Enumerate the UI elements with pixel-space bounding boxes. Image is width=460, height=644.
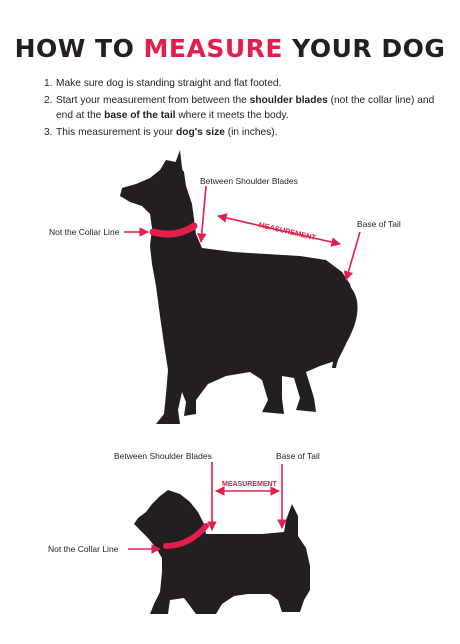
step-2-bold-tail: base of the tail bbox=[104, 110, 176, 121]
terrier-silhouette bbox=[134, 490, 310, 614]
collar-label-1: Not the Collar Line bbox=[49, 227, 120, 237]
step-3-segment: This measurement is your bbox=[56, 127, 177, 138]
step-3-number: 3. bbox=[44, 127, 53, 138]
tail-label-2: Base of Tail bbox=[276, 451, 320, 461]
tail-label-1: Base of Tail bbox=[357, 219, 401, 229]
tail-arrow-1 bbox=[346, 232, 360, 280]
step-2-segment: (not the collar line) and end at the bbox=[56, 95, 435, 121]
shoulder-label-2: Between Shoulder Blades bbox=[114, 451, 212, 461]
step-2-segment: Start your measurement from between the bbox=[56, 95, 250, 106]
title-accent: MEASURE bbox=[143, 34, 283, 63]
step-2-bold-shoulder: shoulder blades bbox=[249, 95, 328, 106]
step-3-segment: (in inches). bbox=[224, 127, 278, 138]
measurement-label-1: MEASUREMENT bbox=[257, 220, 317, 243]
shoulder-arrow-1 bbox=[201, 186, 206, 242]
step-1-number: 1. bbox=[44, 78, 53, 89]
measurement-label-2: MEASUREMENT bbox=[222, 481, 277, 488]
step-2-segment: where it meets the body. bbox=[175, 110, 289, 121]
step-1-segment: Make sure dog is standing straight and flat footed. bbox=[56, 78, 282, 89]
large-dog-silhouette bbox=[120, 150, 358, 424]
collar-label-2: Not the Collar Line bbox=[48, 544, 119, 554]
step-2-number: 2. bbox=[44, 95, 53, 106]
shoulder-label-1: Between Shoulder Blades bbox=[200, 176, 298, 186]
title-part-2: YOUR DOG bbox=[282, 34, 446, 63]
title-part-1: HOW TO bbox=[14, 34, 144, 63]
step-3-bold-size: dog's size bbox=[176, 127, 225, 138]
